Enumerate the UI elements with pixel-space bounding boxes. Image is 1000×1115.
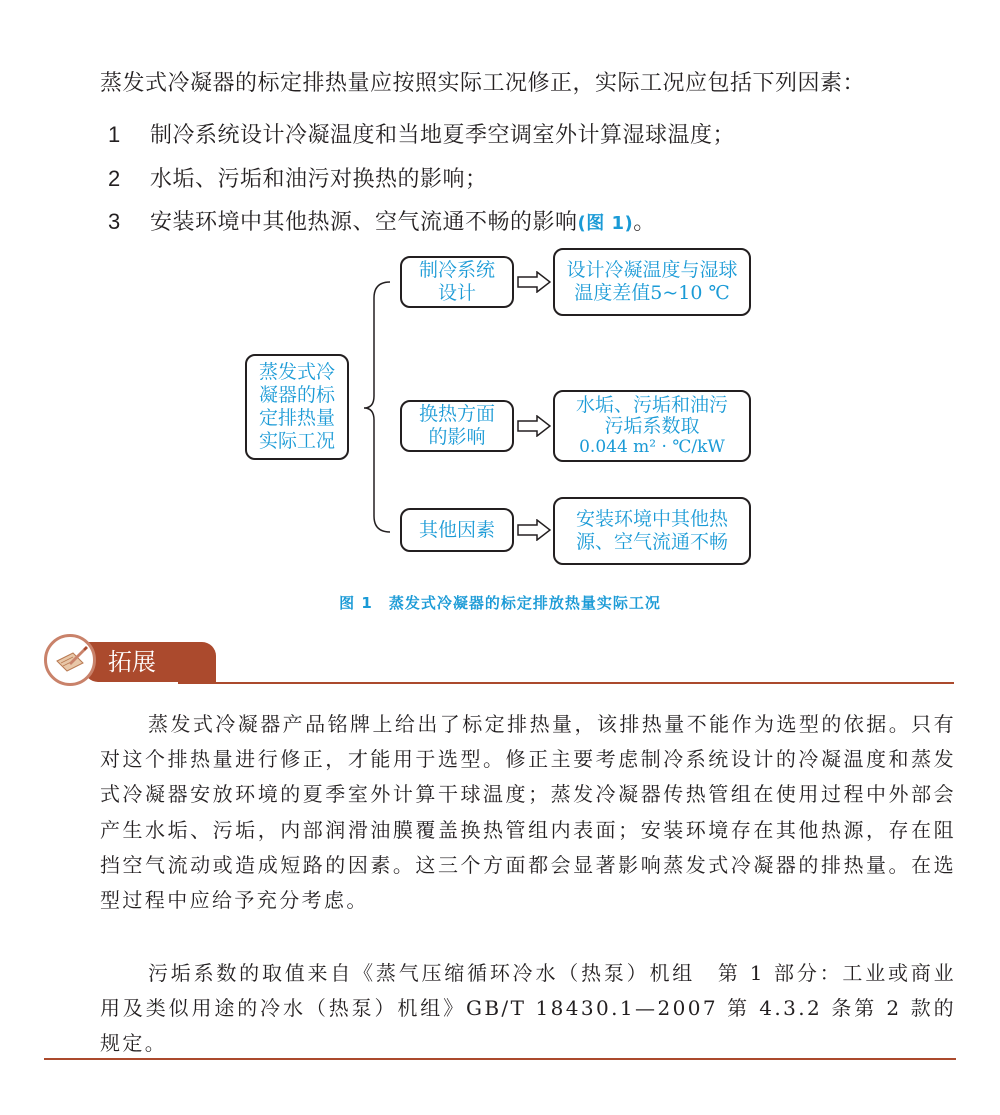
factor-line: 换热方面 bbox=[418, 403, 495, 425]
extension-paragraph-2: 污垢系数的取值来自《蒸气压缩循环冷水（热泵）机组 第 1 部分：工业或商业用及类似用途的冷水（热泵）机组》GB/T 18430.1—2007 第 4.3.2 条第 2 款的规定。 bbox=[100, 961, 956, 1056]
list-text: 安装环境中其他热源、空气流通不畅的影响 bbox=[150, 210, 578, 235]
arrow-right-icon bbox=[517, 519, 551, 541]
root-line: 凝器的标 bbox=[258, 384, 335, 406]
detail-line: 0.044 m² · ℃/kW bbox=[579, 436, 725, 457]
list-end-punct: 。 bbox=[633, 210, 656, 235]
extension-paragraph-1: 蒸发式冷凝器产品铭牌上给出了标定排热量，该排热量不能作为选型的依据。只有对这个排热量进行修正，才能用于选型。修正主要考虑制冷系统设计的冷凝温度和蒸发式冷凝器安放环境的夏季室外计算干球温度；蒸发冷凝器传热管组在使用过程中外部会产生水垢、污垢，内部润滑油膜覆盖换热管组内表面；安装环境存在其他热源，存在阻挡空气流动或造成短路的因素。这三个方面都会显著影响蒸发式冷凝器的排热量。在选型过程中应给予充分考虑。 bbox=[100, 712, 956, 913]
factor-line: 制冷系统 bbox=[418, 259, 495, 281]
detail-line: 水垢、污垢和油污 bbox=[575, 393, 728, 416]
arrow-right-icon bbox=[517, 415, 551, 437]
figure-caption: 图 1 蒸发式冷凝器的标定排放热量实际工况 bbox=[339, 594, 661, 612]
root-line: 定排热量 bbox=[258, 407, 335, 429]
list-item-1 bbox=[100, 118, 735, 149]
detail-box-environment bbox=[553, 497, 751, 565]
list-text: 制冷系统设计冷凝温度和当地夏季空调室外计算湿球温度； bbox=[150, 123, 736, 148]
root-line: 实际工况 bbox=[258, 430, 335, 452]
bottom-rule bbox=[44, 1058, 956, 1060]
intro-text: 蒸发式冷凝器的标定排热量应按照实际工况修正，实际工况应包括下列因素： bbox=[100, 71, 866, 96]
extension-title: 拓展 bbox=[84, 642, 216, 682]
extension-rule bbox=[178, 682, 954, 684]
detail-line: 源、空气流通不畅 bbox=[575, 531, 728, 553]
detail-line: 温度差值5~10 ℃ bbox=[574, 282, 730, 304]
figure-reference: (图 1) bbox=[577, 213, 634, 234]
factor-box-heat-exchange bbox=[400, 400, 514, 452]
list-item-3 bbox=[100, 205, 656, 236]
factor-box-system-design bbox=[400, 256, 514, 308]
note-pencil-icon bbox=[44, 634, 96, 686]
factor-line: 其他因素 bbox=[418, 518, 495, 541]
root-box bbox=[245, 354, 349, 460]
factor-box-other bbox=[400, 508, 514, 552]
detail-line: 安装环境中其他热 bbox=[575, 508, 728, 530]
list-number: 2 bbox=[108, 166, 121, 191]
detail-line: 污垢系数取 bbox=[604, 414, 700, 437]
factor-line: 的影响 bbox=[428, 426, 486, 448]
brace-connector bbox=[350, 280, 400, 540]
detail-box-temperature bbox=[553, 248, 751, 316]
root-line: 蒸发式冷 bbox=[258, 361, 335, 383]
detail-box-fouling bbox=[553, 390, 751, 462]
list-number: 3 bbox=[108, 209, 121, 234]
list-item-2 bbox=[100, 162, 488, 193]
factor-line: 设计 bbox=[437, 282, 476, 304]
list-number: 1 bbox=[108, 122, 121, 147]
list-text: 水垢、污垢和油污对换热的影响； bbox=[150, 167, 488, 192]
arrow-right-icon bbox=[517, 271, 551, 293]
detail-line: 设计冷凝温度与湿球 bbox=[566, 259, 738, 281]
